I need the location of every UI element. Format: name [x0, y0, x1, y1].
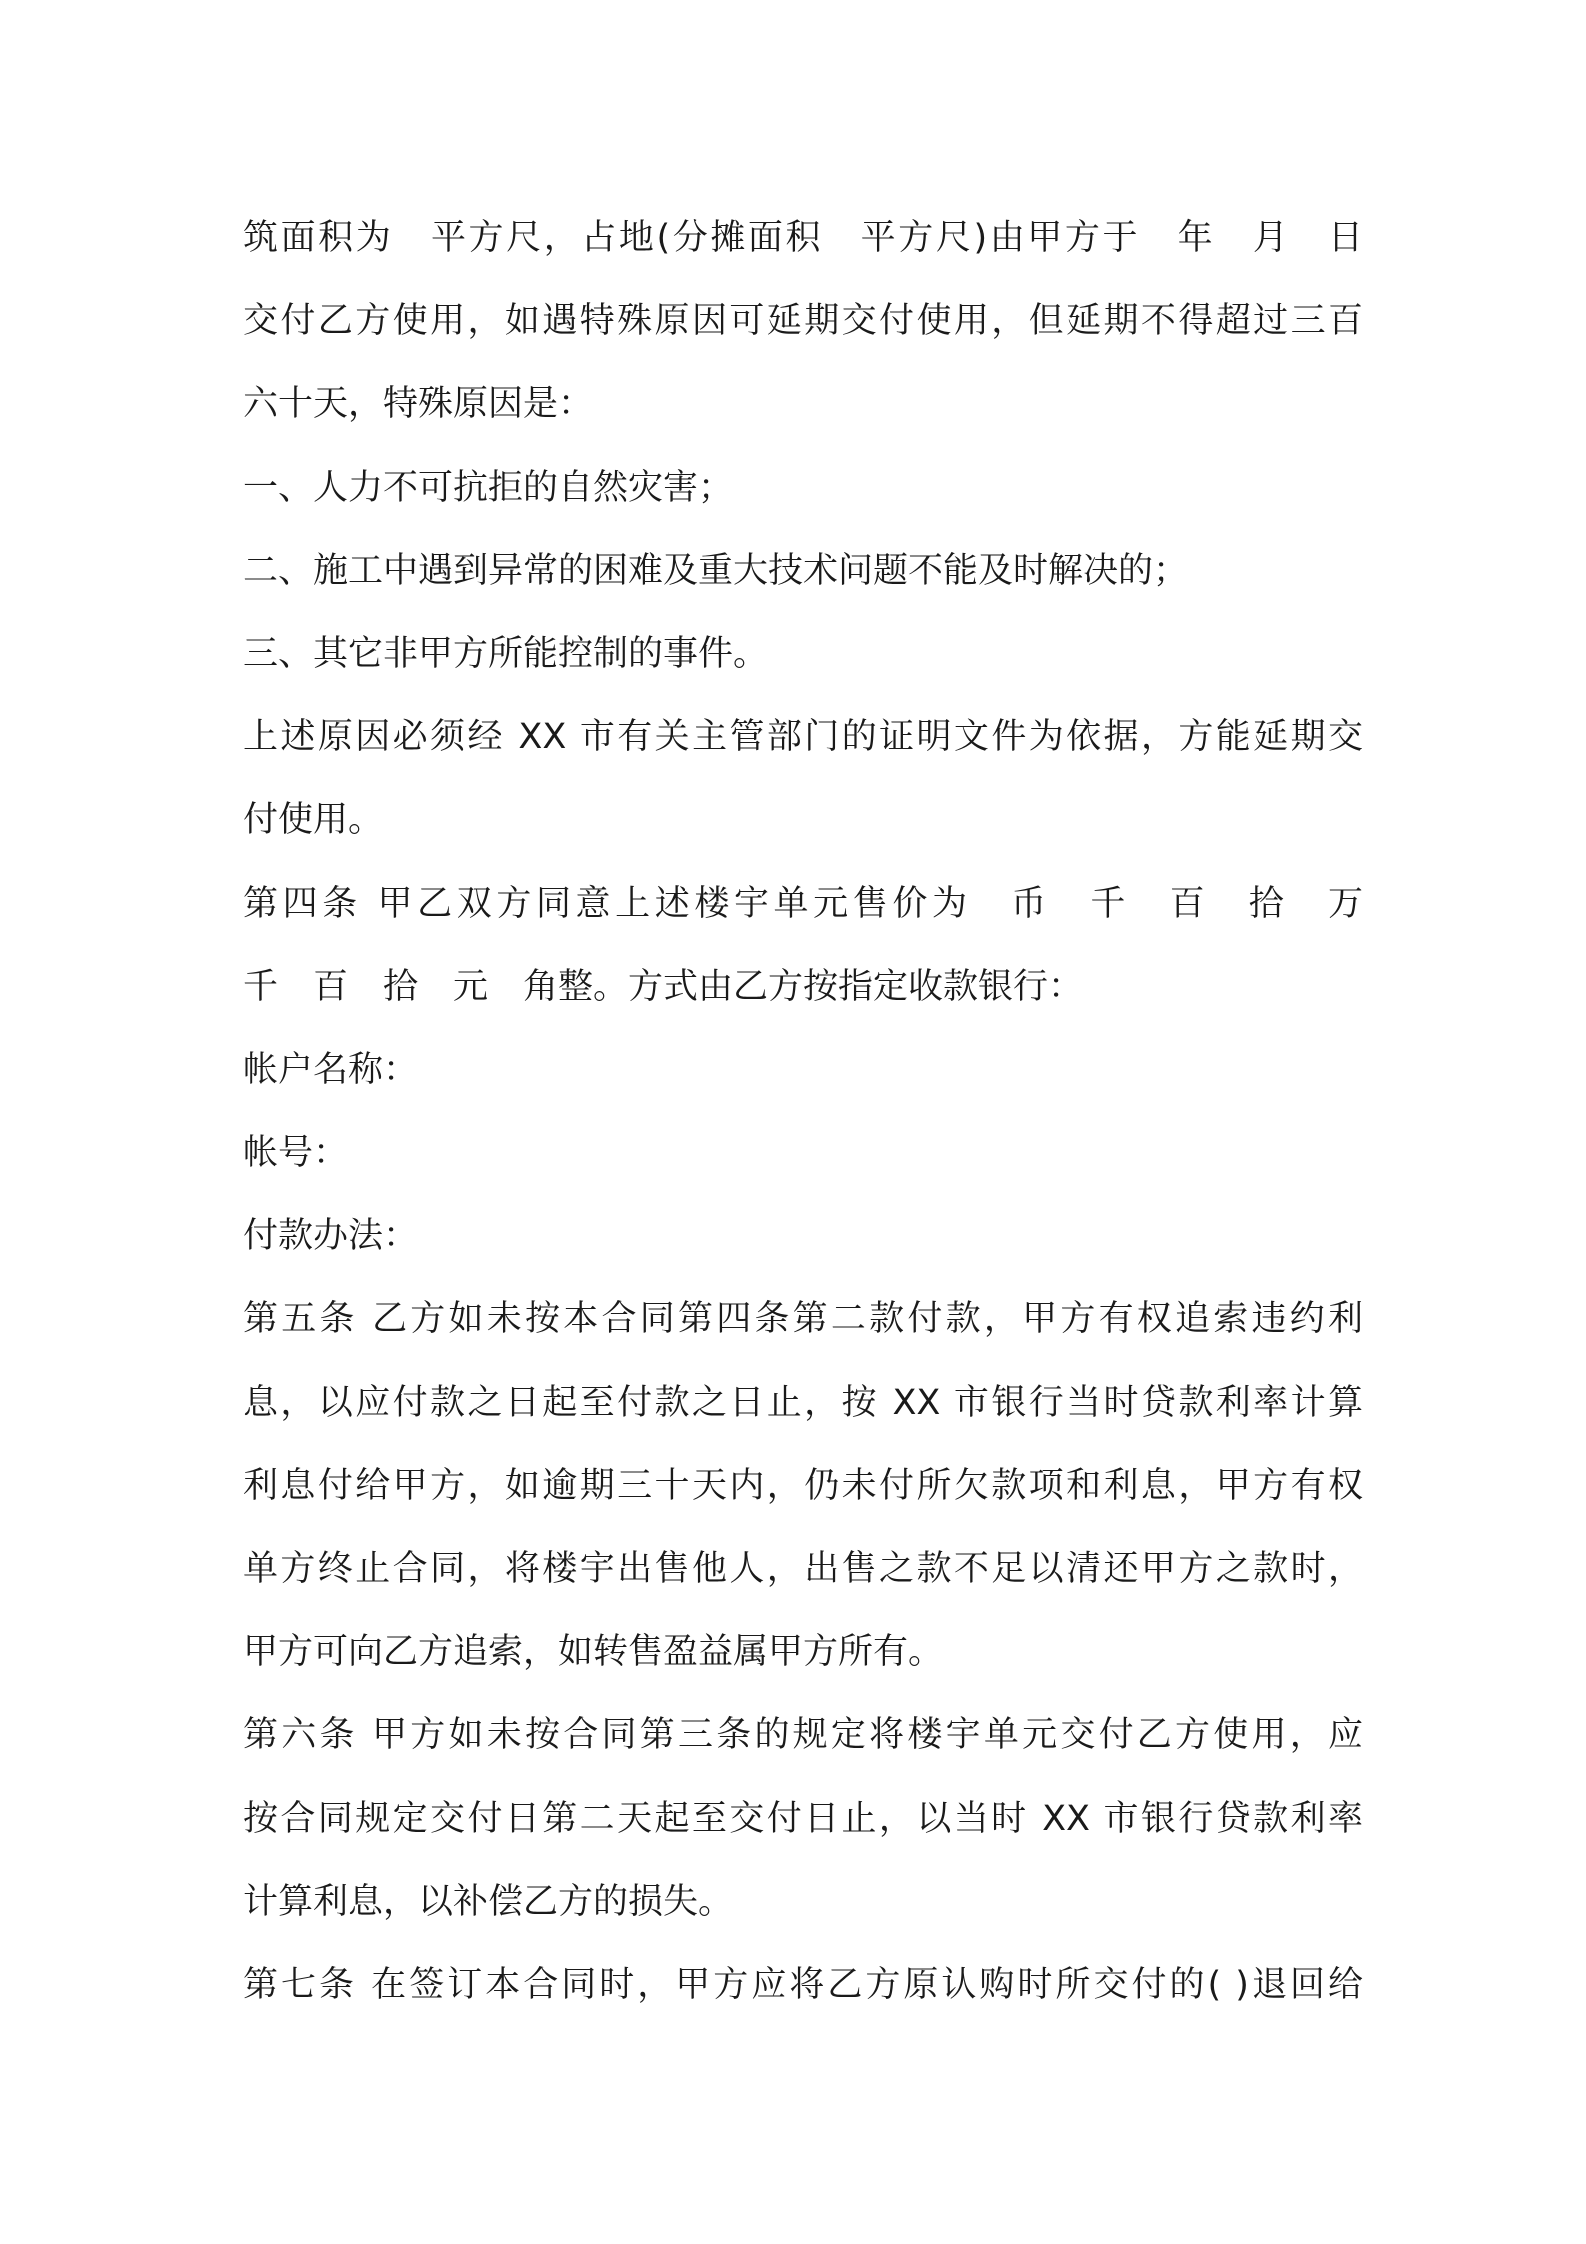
text-line: 六十天，特殊原因是：: [243, 384, 594, 425]
contract-text-body: [243, 197, 1363, 2027]
text-line: 帐号：: [243, 1133, 349, 1174]
text-line: 第六条 甲方如未按合同第三条的规定将楼宇单元交付乙方使用，应: [243, 1715, 1363, 1756]
text-line: 甲方可向乙方追索，如转售盈益属甲方所有。: [243, 1632, 944, 1673]
text-line: 利息付给甲方，如逾期三十天内，仍未付所欠款项和利息，甲方有权: [243, 1465, 1363, 1506]
text-line: 按合同规定交付日第二天起至交付日止，以当时 XX 市银行贷款利率: [243, 1798, 1363, 1839]
text-line: 付使用。: [243, 800, 384, 841]
text-line: 息，以应付款之日起至付款之日止，按 XX 市银行当时贷款利率计算: [243, 1382, 1363, 1423]
text-line: 筑面积为 平方尺，占地(分摊面积 平方尺)由甲方于 年 月 日: [243, 218, 1363, 258]
text-line: 付款办法：: [243, 1216, 419, 1257]
text-line: 二、施工中遇到异常的困难及重大技术问题不能及时解决的；: [243, 550, 1189, 591]
text-line: 第七条 在签订本合同时，甲方应将乙方原认购时所交付的( )退回给: [243, 1964, 1363, 2005]
text-line: 一、人力不可抗拒的自然灾害；: [243, 467, 734, 508]
text-line: 三、其它非甲方所能控制的事件。: [243, 633, 769, 674]
text-line: 计算利息，以补偿乙方的损失。: [243, 1881, 734, 1922]
text-line: 上述原因必须经 XX 市有关主管部门的证明文件为依据，方能延期交: [243, 717, 1363, 758]
text-line: 千 百 拾 元 角整。方式由乙方按指定收款银行：: [243, 966, 1084, 1007]
text-line: 交付乙方使用，如遇特殊原因可延期交付使用，但延期不得超过三百: [243, 301, 1363, 342]
text-line: 第五条 乙方如未按本合同第四条第二款付款，甲方有权追索违约利: [243, 1299, 1363, 1340]
text-line: 单方终止合同，将楼宇出售他人，出售之款不足以清还甲方之款时，: [243, 1549, 1363, 1589]
text-line: 帐户名称：: [243, 1049, 419, 1090]
text-line: 第四条 甲乙双方同意上述楼宇单元售价为 币 千 百 拾 万: [243, 883, 1363, 924]
